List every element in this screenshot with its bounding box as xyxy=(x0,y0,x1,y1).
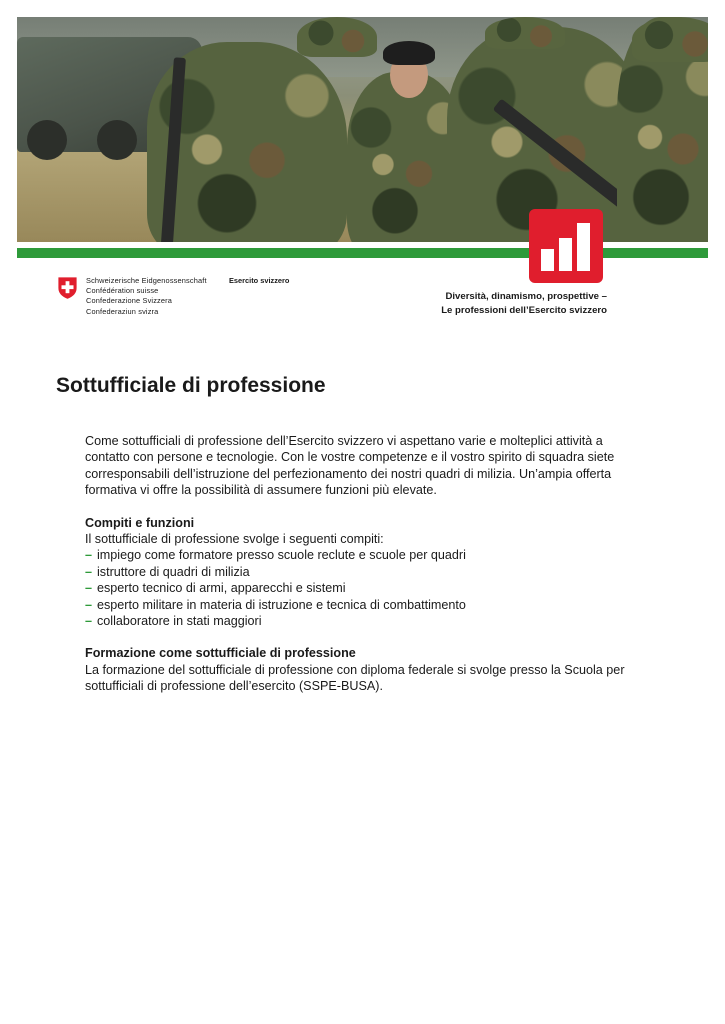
helmet-far-right xyxy=(632,17,708,62)
list-item-text: impiego come formatore presso scuole reclute e scuole per quadri xyxy=(97,548,466,563)
confederation-name-it: Confederazione Svizzera xyxy=(86,296,173,306)
training-paragraph: La formazione del sottufficiale di professione con diploma federale si svolge presso la Scuola per sottufficiali di professione dell’esercito (SSPE-BUSA). xyxy=(85,662,625,694)
dash-bullet-icon: – xyxy=(85,548,93,563)
dash-bullet-icon: – xyxy=(85,614,93,629)
list-item-text: esperto militare in materia di istruzione e tecnica di combattimento xyxy=(97,597,466,612)
tagline xyxy=(441,290,607,318)
list-item xyxy=(85,547,645,563)
confederation-name-de: Schweizerische Eidgenossenschaft xyxy=(86,276,207,285)
tagline-line-2: Le professioni dell’Esercito svizzero xyxy=(441,305,607,316)
dash-bullet-icon: – xyxy=(85,564,93,579)
hero-photo xyxy=(17,17,708,242)
department-name: Esercito svizzero xyxy=(229,276,290,285)
list-item-text: istruttore di quadri di milizia xyxy=(97,564,250,579)
logo-bar xyxy=(577,223,590,271)
tasks-lead: Il sottufficiale di professione svolge i seguenti compiti: xyxy=(85,532,384,547)
section-heading-training: Formazione come sottufficiale di professione xyxy=(85,646,356,661)
tagline-line-1: Diversità, dinamismo, prospettive – xyxy=(445,291,607,302)
document-body xyxy=(85,433,645,695)
swiss-crest-icon xyxy=(57,276,78,300)
list-item xyxy=(85,564,645,580)
list-item-text: collaboratore in stati maggiori xyxy=(97,614,262,629)
beret xyxy=(383,41,435,65)
page-title: Sottufficiale di professione xyxy=(56,374,326,397)
tasks-list xyxy=(85,547,645,629)
list-item-text: esperto tecnico di armi, apparecchi e sistemi xyxy=(97,581,346,596)
intro-paragraph: Come sottufficiali di professione dell’Esercito svizzero vi aspettano varie e molteplici attività a contatto con persone e tecnologie. Con le vostre competenze e il vostro spirito di squadra siete corresponsabili dell’istruzione del perfezionamento dei nostri quadri di milizia. Un’ampia offerta formativa vi offre la possibilità di assumere funzioni più elevate. xyxy=(85,434,615,498)
bar-chart-logo-icon xyxy=(529,209,603,283)
confederation-names xyxy=(86,276,207,317)
logo-bar xyxy=(541,249,554,271)
green-band xyxy=(17,248,708,258)
dash-bullet-icon: – xyxy=(85,597,93,612)
helmet-right xyxy=(485,17,565,49)
list-item xyxy=(85,580,645,596)
dash-bullet-icon: – xyxy=(85,581,93,596)
helmet-left xyxy=(297,17,377,57)
logo-bar xyxy=(559,238,572,271)
list-item xyxy=(85,613,645,629)
confederation-name-fr: Confédération suisse xyxy=(86,286,159,296)
confederation-name-rm: Confederaziun svizra xyxy=(86,306,159,316)
section-heading-tasks: Compiti e funzioni xyxy=(85,515,195,530)
list-item xyxy=(85,597,645,613)
